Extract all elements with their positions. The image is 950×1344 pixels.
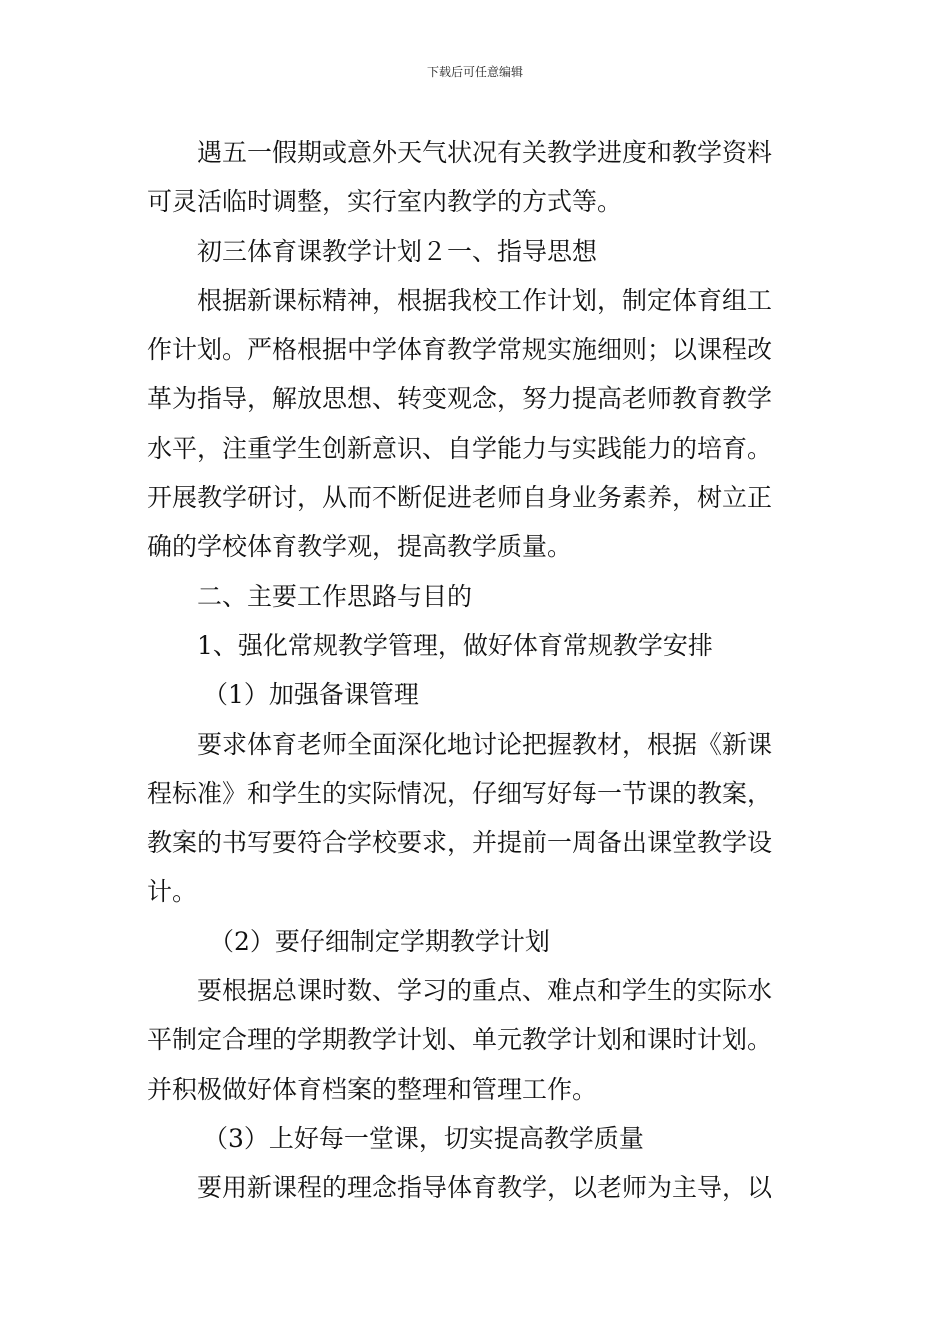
- paragraph-line: 要求体育老师全面深化地讨论把握教材，根据《新课: [197, 729, 773, 759]
- paragraph-line: 要根据总课时数、学习的重点、难点和学生的实际水: [197, 976, 773, 1006]
- subsection-heading: （3）上好每一堂课，切实提高教学质量: [203, 1123, 644, 1153]
- paragraph-line: 作计划。严格根据中学体育教学常规实施细则；以课程改: [147, 335, 773, 365]
- paragraph-line: 可灵活临时调整，实行室内教学的方式等。: [147, 187, 623, 217]
- paragraph-line: 计。: [147, 877, 198, 907]
- paragraph-line: 程标准》和学生的实际情况，仔细写好每一节课的教案，: [147, 778, 773, 808]
- paragraph-line: 水平，注重学生创新意识、自学能力与实践能力的培育。: [147, 433, 773, 463]
- paragraph-line: 要用新课程的理念指导体育教学，以老师为主导，以: [197, 1173, 773, 1203]
- paragraph-line: 根据新课标精神，根据我校工作计划，制定体育组工: [197, 285, 773, 315]
- paragraph-line: 并积极做好体育档案的整理和管理工作。: [147, 1074, 598, 1104]
- page-header: 下载后可任意编辑: [426, 65, 523, 79]
- document-body: [147, 128, 807, 1213]
- paragraph-line: 开展教学研讨，从而不断促进老师自身业务素养，树立正: [147, 483, 773, 513]
- paragraph-line: 遇五一假期或意外天气状况有关教学进度和教学资料: [197, 138, 773, 167]
- subsection-heading: （2）要仔细制定学期教学计划: [209, 926, 550, 956]
- subsection-heading: （1）加强备课管理: [203, 680, 419, 710]
- paragraph-line: 革为指导，解放思想、转变观念，努力提高老师教育教学: [147, 384, 773, 414]
- paragraph-line: 平制定合理的学期教学计划、单元教学计划和课时计划。: [147, 1025, 773, 1055]
- section-heading: 初三体育课教学计划２一、指导思想: [197, 236, 598, 266]
- subsection-heading: 1、强化常规教学管理，做好体育常规教学安排: [197, 630, 713, 660]
- paragraph-line: 教案的书写要符合学校要求，并提前一周备出课堂教学设: [147, 828, 773, 858]
- section-heading: 二、主要工作思路与目的: [197, 581, 473, 611]
- paragraph-line: 确的学校体育教学观，提高教学质量。: [147, 532, 573, 562]
